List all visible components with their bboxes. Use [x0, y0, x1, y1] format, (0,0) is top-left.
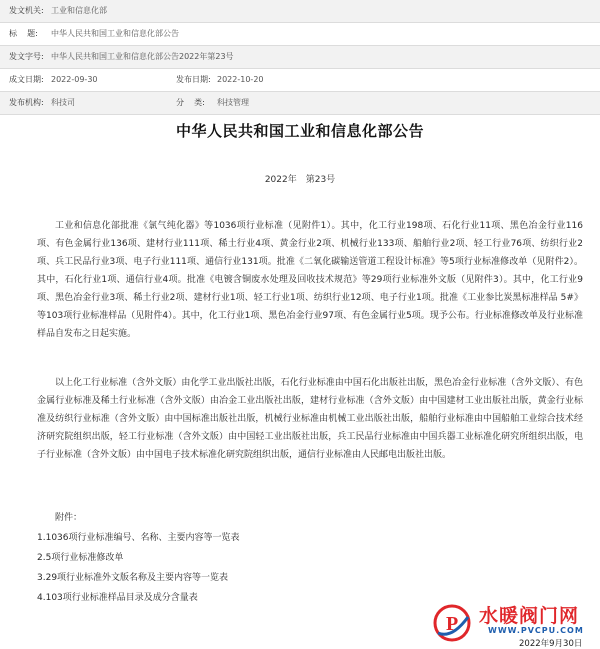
- meta-row-title: [0, 23, 600, 46]
- attachments-list: [37, 508, 437, 608]
- attachment-item-1[interactable]: 1.1036项行业标准编号、名称、主要内容等一览表: [37, 533, 240, 543]
- attachment-item-4[interactable]: 4.103项行业标准样品目录及成分含量表: [37, 593, 198, 603]
- doc-number-value: 中华人民共和国工业和信息化部公告2022年第23号: [51, 52, 234, 61]
- watermark-logo-icon: [432, 603, 472, 643]
- document-metadata-table: [0, 0, 600, 115]
- document-title: 中华人民共和国工业和信息化部公告: [175, 122, 424, 140]
- written-date-value: 2022-09-30: [51, 75, 98, 84]
- watermark-url: WWW.PVCPU.COM: [488, 626, 584, 635]
- meta-row-publisher: [0, 92, 600, 115]
- document-number: 2022年 第23号: [264, 175, 336, 185]
- published-date-label: 发布日期:: [176, 75, 211, 84]
- publisher-value: 科技司: [51, 98, 75, 107]
- category-label: 分 类:: [176, 98, 205, 107]
- written-date-label: 成文日期:: [9, 75, 44, 84]
- title-value: 中华人民共和国工业和信息化部公告: [51, 29, 179, 38]
- meta-row-issuer: [0, 0, 600, 23]
- body-paragraph-2: 以上化工行业标准（含外文版）由化学工业出版社出版，石化行业标准由中国石化出版社出版，黑色冶金行业标准（含外文版）、有色金属行业标准及稀土行业标准（含外文版）由冶金工业出版社出版，建材行业标准（含外文版）由中国建材工业出版社出版，黄金行业标准及纺织行业标准（含外文版）由中国标准出版社出版，机械行业标准由机械工业出版社出版，船舶行业标准由中国船舶工业综合技术经济研究院组织出版，轻工行业标准（含外文版）由中国轻工业出版社出版，兵工民品行业标准由中国兵器工业标准化研究所组织出版，电子行业标准（含外文版）由中国电子技术标准化研究院组织出版，通信行业标准由人民邮电出版社出版。: [37, 378, 583, 460]
- meta-row-doc-number: [0, 46, 600, 69]
- category-value: 科技管理: [217, 98, 249, 107]
- doc-number-label: 发文字号:: [9, 52, 44, 61]
- title-label: 标 题:: [9, 29, 38, 38]
- attachment-item-3[interactable]: 3.29项行业标准外文版名称及主要内容等一览表: [37, 573, 229, 583]
- watermark-date: 2022年9月30日: [519, 639, 583, 649]
- issuer-label: 发文机关:: [9, 6, 44, 15]
- site-watermark: [432, 599, 600, 649]
- body-paragraph-1: 工业和信息化部批准《氯气纯化器》等1036项行业标准（见附件1）。其中，化工行业198项、石化行业11项、黑色冶金行业116项、有色金属行业136项、建材行业111项、稀土行业4项、黄金行业2项、机械行业133项、船舶行业2项、轻工行业76项、纺织行业2项、兵工民品行业3项、电子行业111项、通信行业131项。批准《二氧化碳输送管道工程设计标准》等5项行业标准修改单（见附件2）。其中，石化行业1项、通信行业4项。批准《电镀含铜废水处理及回收技术规范》等29项行业标准外文版（见附件3）。其中，化工行业9项、黑色冶金行业3项、稀土行业2项、建材行业1项、轻工行业1项、纺织行业12项、电子行业1项。批准《工业参比炭黑标准样品 5#》等103项行业标准样品（见附件4）。其中，化工行业1项、黑色冶金行业97项、有色金属行业5项。现予公布。行业标准修改单及行业标准样品自发布之日起实施。: [37, 221, 583, 339]
- watermark-brand: 水暖阀门网: [479, 605, 580, 627]
- attachments-title: 附件：: [55, 513, 83, 523]
- issuer-value: 工业和信息化部: [51, 6, 107, 15]
- published-date-value: 2022-10-20: [217, 75, 264, 84]
- meta-row-dates: [0, 69, 600, 92]
- watermark-logo-letter: P: [446, 613, 459, 635]
- attachment-item-2[interactable]: 2.5项行业标准修改单: [37, 553, 124, 563]
- publisher-label: 发布机构:: [9, 98, 44, 107]
